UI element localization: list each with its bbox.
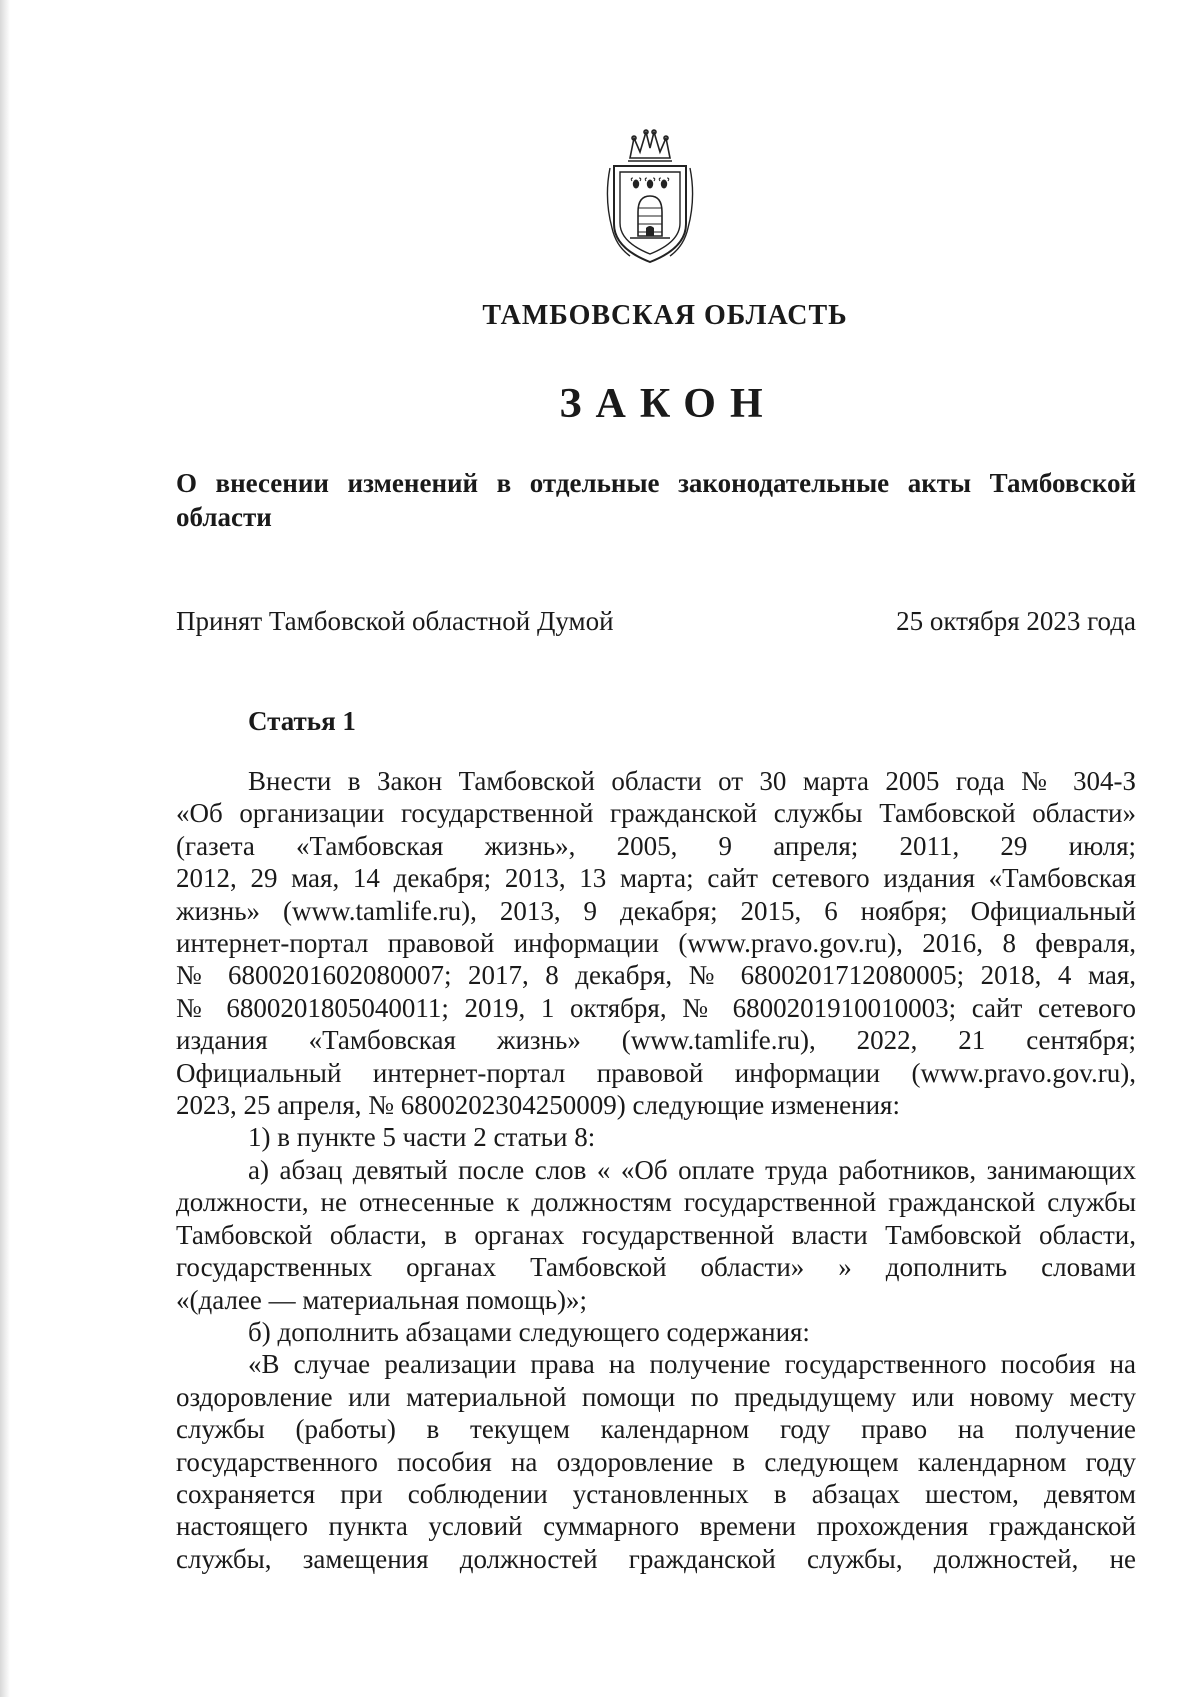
body-line: Официальный интернет-портал правовой информации (www.pravo.gov.ru), [176, 1057, 1136, 1088]
body-line: «В случае реализации права на получение государственного пособия на [248, 1349, 1136, 1380]
article-heading: Статья 1 [248, 706, 356, 736]
law-subject-line-1: О внесении изменений в отдельные законодательные акты Тамбовской [176, 468, 1136, 498]
body-line: 2023, 25 апреля, № 6800202304250009) следующие изменения: [176, 1090, 900, 1121]
body-line: государственных органах Тамбовской области» » дополнить словами [176, 1252, 1136, 1283]
article-body [176, 765, 1136, 1575]
body-line: государственного пособия на оздоровление в следующем календарном году [176, 1446, 1136, 1477]
body-line: б) дополнить абзацами следующего содержания: [248, 1316, 810, 1347]
body-line: Внести в Закон Тамбовской области от 30 марта 2005 года № 304-З [248, 766, 1136, 796]
law-title: ЗАКОН [559, 381, 777, 427]
tambov-coat-of-arms-icon [600, 128, 700, 268]
adoption-line [176, 604, 1136, 638]
body-line: № 6800201805040011; 2019, 1 октября, № 6800201910010003; сайт сетевого [176, 992, 1136, 1023]
body-line: сохраняется при соблюдении установленных в абзацах шестом, девятом [176, 1478, 1136, 1509]
body-line: «(далее — материальная помощь)»; [176, 1284, 588, 1315]
body-line: (газета «Тамбовская жизнь», 2005, 9 апреля; 2011, 29 июля; [176, 830, 1136, 861]
body-line: а) абзац девятый после слов « «Об оплате труда работников, занимающих [248, 1154, 1136, 1185]
body-line: № 6800201602080007; 2017, 8 декабря, № 6800201712080005; 2018, 4 мая, [176, 960, 1136, 991]
body-line: жизнь» (www.tamlife.ru), 2013, 9 декабря; 2015, 6 ноября; Официальный [176, 895, 1136, 926]
body-line: службы, замещения должностей гражданской службы, должностей, не [176, 1543, 1136, 1574]
body-line: Тамбовской области, в органах государственной власти Тамбовской области, [176, 1219, 1136, 1250]
adopted-by: Принят Тамбовской областной Думой [176, 606, 614, 636]
scan-edge-shadow [0, 0, 10, 1697]
body-line: интернет-портал правовой информации (www.pravo.gov.ru), 2016, 8 февраля, [176, 928, 1136, 959]
law-subject-line-2: области [176, 502, 272, 532]
body-line: оздоровление или материальной помощи по предыдущему или новому месту [176, 1381, 1136, 1412]
region-title: ТАМБОВСКАЯ ОБЛАСТЬ [482, 300, 848, 331]
body-line: настоящего пункта условий суммарного времени прохождения гражданской [176, 1511, 1136, 1542]
adoption-date: 25 октября 2023 года [896, 606, 1136, 636]
body-line: должности, не отнесенные к должностям государственной гражданской службы [176, 1187, 1136, 1218]
body-line: издания «Тамбовская жизнь» (www.tamlife.ru), 2022, 21 сентября; [176, 1025, 1136, 1056]
body-line: «Об организации государственной гражданской службы Тамбовской области» [176, 798, 1136, 829]
body-line: 1) в пункте 5 части 2 статьи 8: [248, 1122, 596, 1153]
body-line: 2012, 29 мая, 14 декабря; 2013, 13 марта; сайт сетевого издания «Тамбовская [176, 863, 1136, 894]
law-subject [176, 466, 1136, 534]
body-line: службы (работы) в текущем календарном году право на получение [176, 1414, 1136, 1445]
